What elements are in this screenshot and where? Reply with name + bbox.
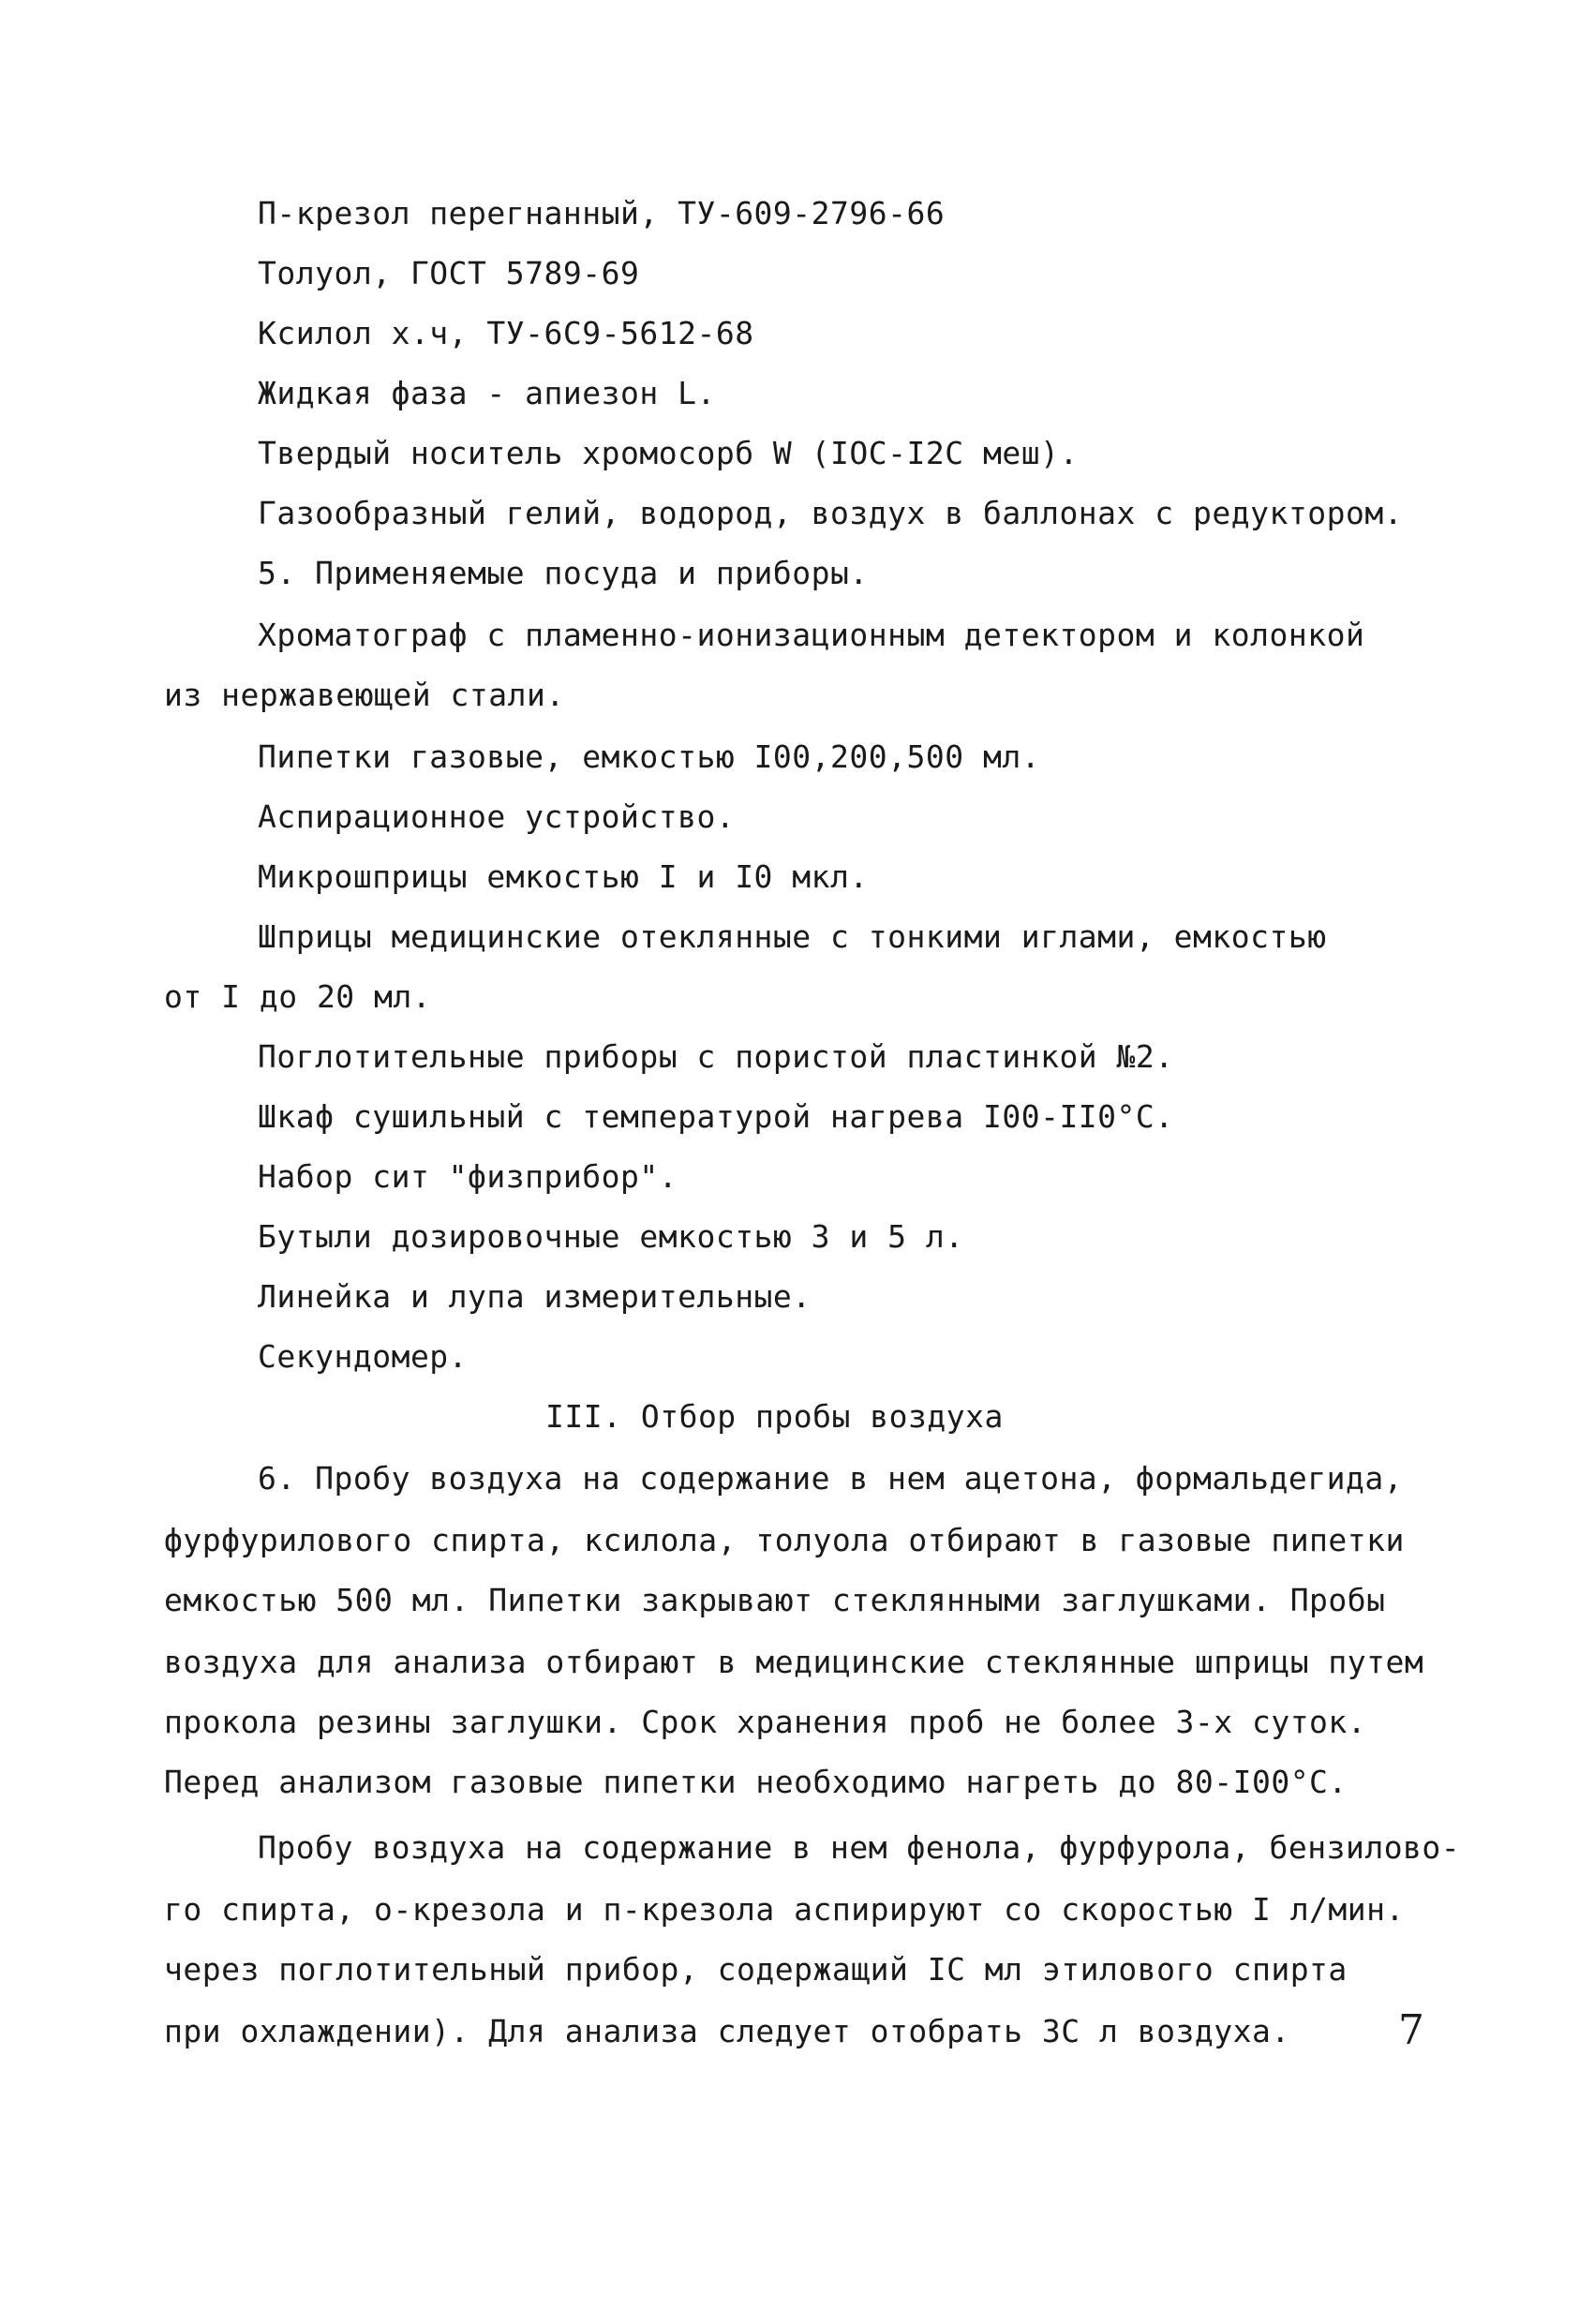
- text-line: Толуол, ГОСТ 5789-69: [258, 255, 640, 291]
- page-number: 7: [1398, 2006, 1424, 2054]
- text-line: Ксилол х.ч, ТУ-6С9-5612-68: [258, 315, 754, 351]
- text-line: Линейка и лупа измерительные.: [258, 1278, 812, 1315]
- text-line: Твердый носитель хромосорб W (IOC-I2C меш).: [258, 435, 1079, 471]
- text-line: Хроматограф с пламенно-ионизационным детектором и колонкой: [258, 617, 1365, 653]
- text-line: Бутыли дозировочные емкостью 3 и 5 л.: [258, 1218, 964, 1255]
- text-line: Шкаф сушильный с температурой нагрева I00-II0°С.: [258, 1098, 1174, 1135]
- text-line: Газообразный гелий, водород, воздух в баллонах с редуктором.: [258, 495, 1404, 531]
- text-line: Аспирационное устройство.: [258, 798, 736, 835]
- text-line: Секундомер.: [258, 1338, 469, 1375]
- text-line: Набор сит "физприбор".: [258, 1158, 678, 1195]
- text-line: от I до 20 мл.: [164, 978, 432, 1015]
- text-line: из нержавеющей стали.: [164, 677, 565, 713]
- paragraph-line: воздуха для анализа отбирают в медицинские стеклянные шприцы путем: [164, 1644, 1424, 1680]
- section-heading: III. Отбор пробы воздуха: [545, 1398, 1004, 1435]
- paragraph-line: Пробу воздуха на содержание в нем фенола, фурфурола, бензилово-: [258, 1829, 1461, 1866]
- text-line: Пипетки газовые, емкостью I00,200,500 мл.: [258, 738, 1041, 775]
- paragraph-line: при охлаждении). Для анализа следует отобрать 3С л воздуха.: [164, 2013, 1290, 2049]
- paragraph-line: го спирта, о-крезола и п-крезола аспирируют со скоростью I л/мин.: [164, 1891, 1405, 1928]
- paragraph-line: Перед анализом газовые пипетки необходимо нагреть до 80-I00°С.: [164, 1764, 1348, 1800]
- paragraph-line: емкостью 500 мл. Пипетки закрывают стеклянными заглушками. Пробы: [164, 1582, 1386, 1618]
- section-heading: 5. Применяемые посуда и приборы.: [258, 555, 869, 591]
- paragraph-line: фурфурилового спирта, ксилола, толуола отбирают в газовые пипетки: [164, 1522, 1405, 1558]
- paragraph-line: 6. Пробу воздуха на содержание в нем ацетона, формальдегида,: [258, 1460, 1404, 1497]
- paragraph-line: прокола резины заглушки. Срок хранения проб не более 3-х суток.: [164, 1704, 1367, 1740]
- text-line: Микрошприцы емкостью I и I0 мкл.: [258, 858, 869, 895]
- text-line: Шприцы медицинские отеклянные с тонкими иглами, емкостью: [258, 918, 1327, 955]
- text-line: Поглотительные приборы с пористой пластинкой №2.: [258, 1038, 1174, 1075]
- text-line: П-крезол перегнанный, ТУ-609-2796-66: [258, 195, 946, 231]
- paragraph-line: через поглотительный прибор, содержащий IC мл этилового спирта: [164, 1951, 1348, 1988]
- text-line: Жидкая фаза - апиезон L.: [258, 375, 716, 411]
